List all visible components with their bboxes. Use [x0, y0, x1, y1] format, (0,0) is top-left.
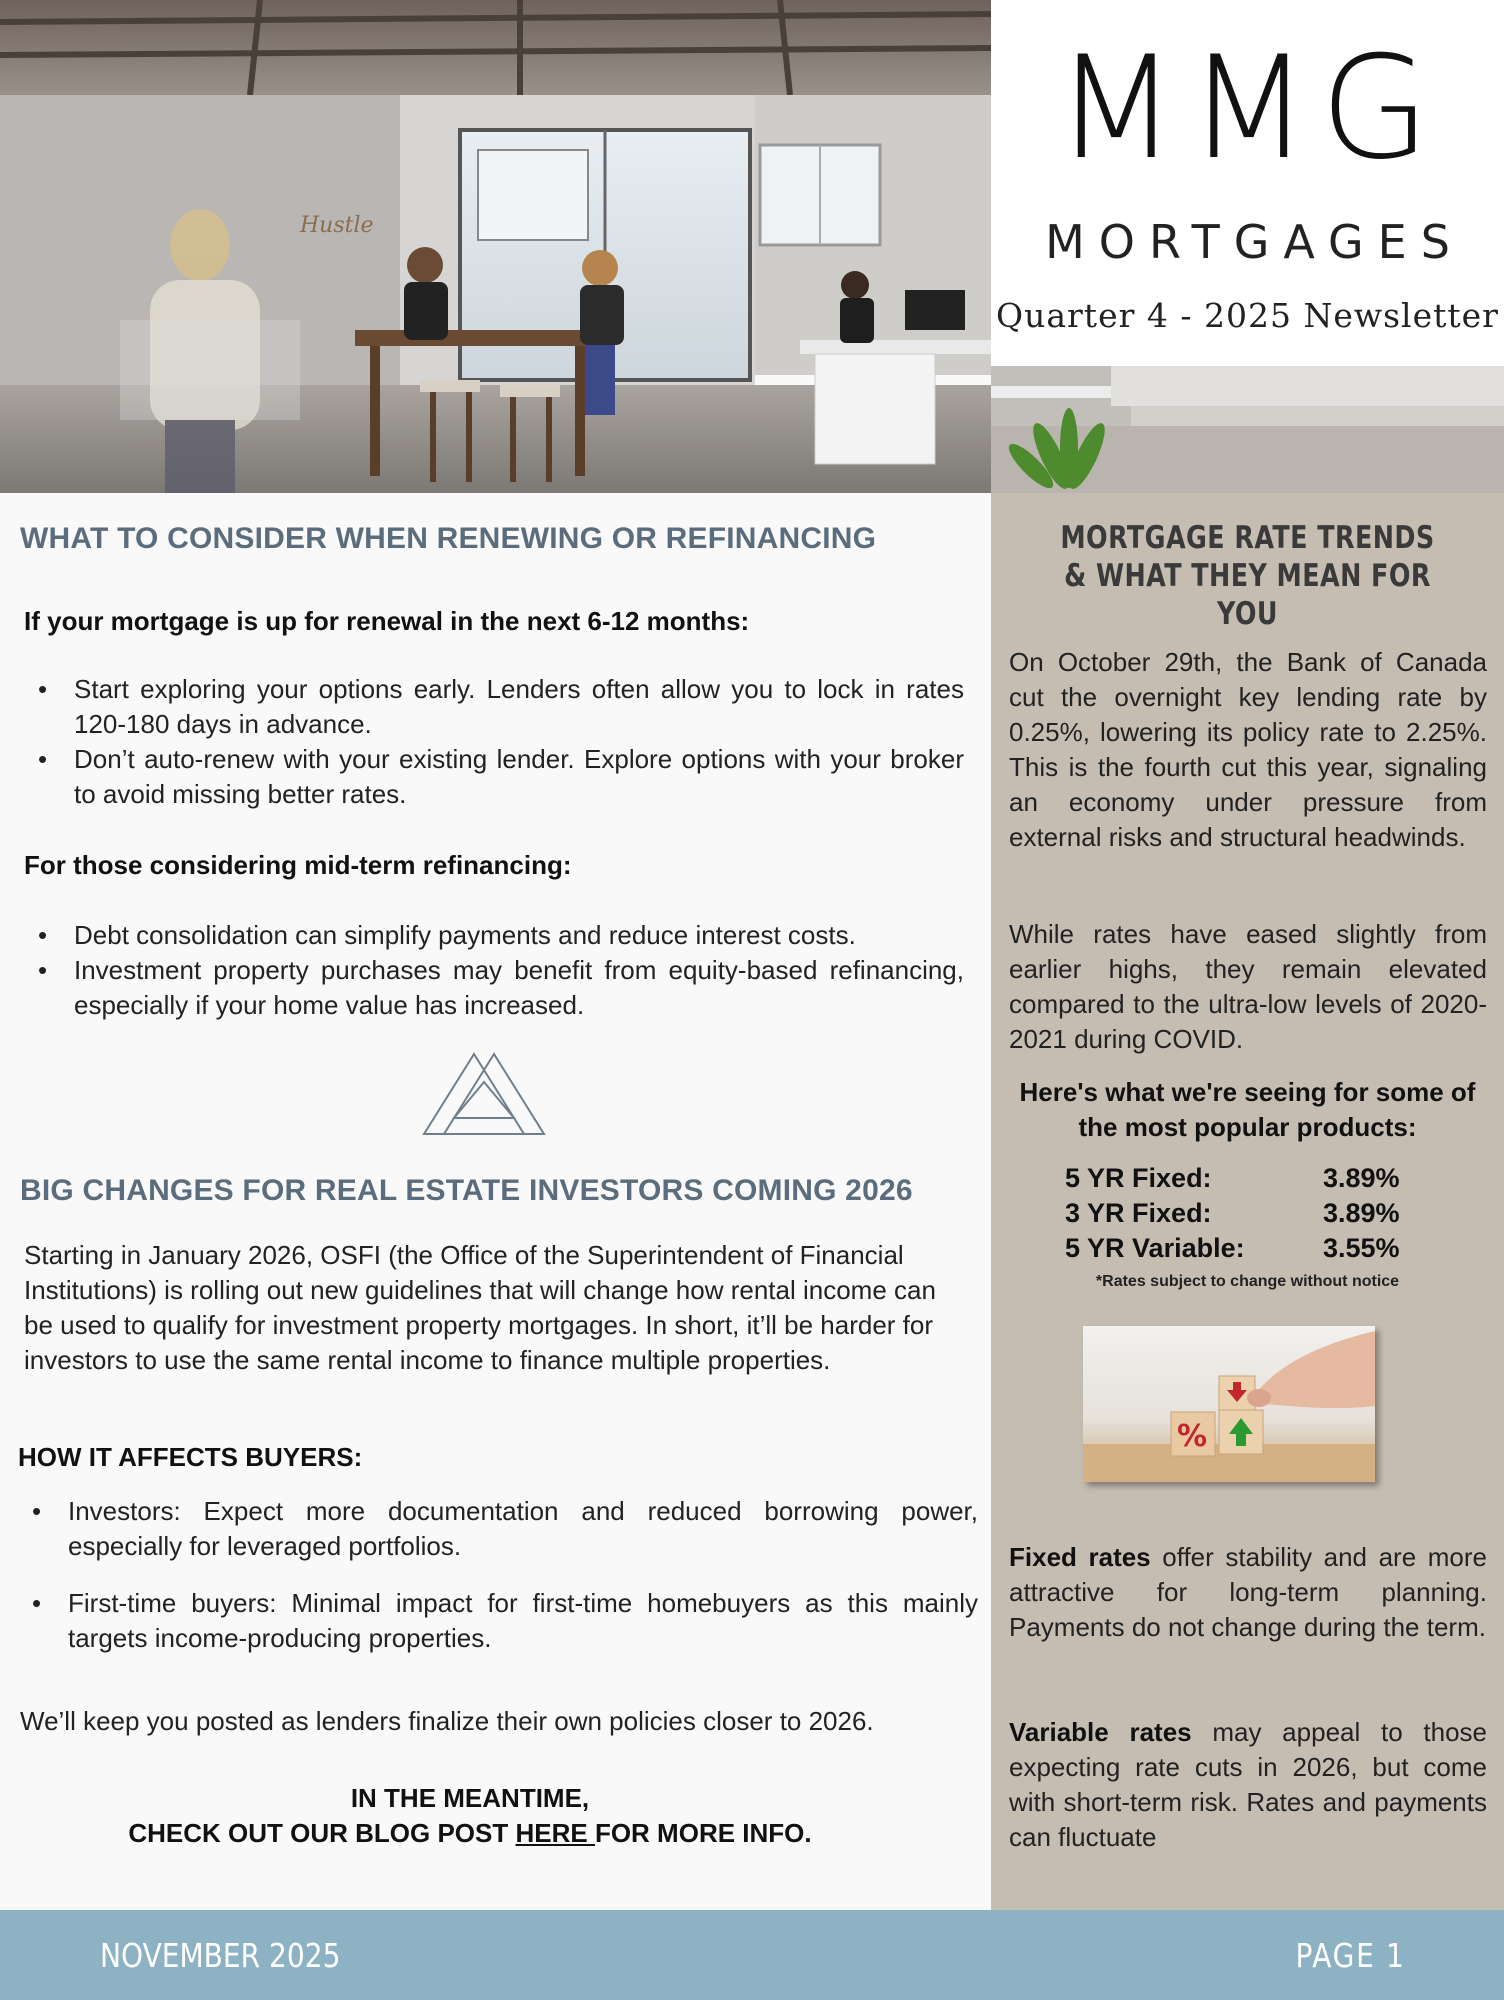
rate-label: 5 YR Fixed:	[1065, 1163, 1212, 1193]
svg-text:Hustle: Hustle	[300, 213, 374, 238]
logo-mortgages: MORTGAGES	[1045, 215, 1464, 269]
rates-table	[1065, 1161, 1425, 1266]
list-item: • Start exploring your options early. Lenders often allow you to lock in rates 120-180 days in advance.	[24, 672, 964, 742]
refi-bullet-list	[24, 918, 964, 1023]
rate-label: 3 YR Fixed:	[1065, 1198, 1212, 1228]
fixed-rates-desc: offer stability and are more attractive for long-term planning. Payments do not change during the term.	[1009, 1542, 1487, 1642]
brand-block	[991, 0, 1504, 366]
list-item: • Debt consolidation can simplify payments and reduce interest costs.	[24, 918, 964, 953]
rate-value: 3.89%	[1323, 1163, 1400, 1193]
affects-bullet-list	[18, 1494, 978, 1656]
list-item: • Investment property purchases may benefit from equity-based refinancing, especially if your home value has increased.	[24, 953, 964, 1023]
rate-blocks-photo	[1083, 1326, 1375, 1482]
fixed-rates-text	[1009, 1540, 1487, 1645]
investors-closing: We’ll keep you posted as lenders finalize their own policies closer to 2026.	[20, 1706, 874, 1736]
variable-rates-desc: may appeal to those expecting rate cuts in 2026, but come with short-term risk. Rates and payments can fluctuate	[1009, 1717, 1487, 1852]
hero-photo-right	[991, 366, 1504, 493]
list-item: • Don’t auto-renew with your existing lender. Explore options with your broker to avoid missing better rates.	[24, 742, 964, 812]
renewing-title: WHAT TO CONSIDER WHEN RENEWING OR REFINANCING	[20, 522, 877, 555]
footer-page-number: PAGE 1	[1295, 1936, 1406, 1975]
blog-post-link[interactable]: HERE	[515, 1818, 595, 1848]
renewal-bullet-list	[24, 672, 964, 812]
sidebar-para-1: On October 29th, the Bank of Canada cut the overnight key lending rate by 0.25%, lowering its policy rate to 2.25%. This is the fourth cut this year, signaling an economy under pressure from external risks and structural headwinds.	[1009, 647, 1487, 852]
footer-date: NOVEMBER 2025	[100, 1936, 341, 1975]
sidebar-title	[1037, 519, 1458, 633]
investors-title: BIG CHANGES FOR REAL ESTATE INVESTORS COMING 2026	[20, 1174, 913, 1207]
rates-disclaimer: *Rates subject to change without notice	[1095, 1273, 1400, 1290]
investors-intro: Starting in January 2026, OSFI (the Office of the Superintendent of Financial Institutions) is rolling out new guidelines that will change how rental income can be used to qualify for investment property mortgages. In short, it’ll be harder for investors to use the same rental income to finance multiple properties.	[24, 1240, 936, 1375]
cta-line-1: IN THE MEANTIME,	[350, 1783, 590, 1813]
rate-row	[1065, 1196, 1425, 1231]
sidebar-title-line-1: MORTGAGE RATE TRENDS	[1060, 520, 1435, 556]
products-heading: Here's what we're seeing for some of the most popular products:	[1019, 1077, 1476, 1142]
svg-text:%: %	[1177, 1419, 1208, 1454]
affects-title: HOW IT AFFECTS BUYERS:	[18, 1442, 363, 1472]
rate-label: 5 YR Variable:	[1065, 1233, 1245, 1263]
footer-bar	[0, 1910, 1504, 2000]
cta-pre-text: CHECK OUT OUR BLOG POST	[128, 1818, 516, 1848]
variable-rates-term: Variable rates	[1009, 1717, 1192, 1747]
list-item: • Investors: Expect more documentation and reduced borrowing power, especially for leveraged portfolios.	[18, 1494, 978, 1564]
rate-value: 3.89%	[1323, 1198, 1400, 1228]
rate-row	[1065, 1161, 1425, 1196]
triangle-logo-icon	[422, 1052, 546, 1136]
rate-row	[1065, 1231, 1425, 1266]
sidebar-para-2: While rates have eased slightly from earlier highs, they remain elevated compared to the ultra-low levels of 2020-2021 during COVID.	[1009, 919, 1487, 1054]
rate-trends-sidebar	[991, 493, 1504, 1910]
renewal-lead: If your mortgage is up for renewal in the next 6-12 months:	[24, 606, 750, 636]
logo-mmg: MMG	[1054, 26, 1441, 191]
variable-rates-text	[1009, 1715, 1487, 1855]
cta-post-text: FOR MORE INFO.	[594, 1818, 812, 1848]
cta-line-2	[0, 1816, 940, 1851]
rate-value: 3.55%	[1323, 1233, 1400, 1263]
fixed-rates-term: Fixed rates	[1009, 1542, 1151, 1572]
hero-photo	[0, 0, 991, 493]
sidebar-title-line-2: & WHAT THEY MEAN FOR YOU	[1064, 558, 1431, 632]
refi-lead: For those considering mid-term refinancing:	[24, 850, 572, 880]
newsletter-issue: Quarter 4 - 2025 Newsletter	[996, 296, 1499, 335]
list-item: • First-time buyers: Minimal impact for first-time homebuyers as this mainly targets income-producing properties.	[18, 1586, 978, 1656]
